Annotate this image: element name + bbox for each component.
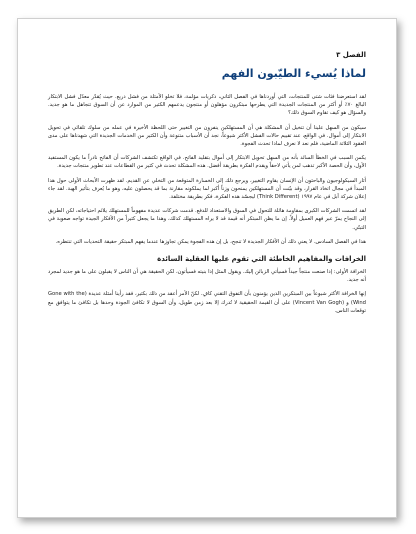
body-paragraph: لقد استعرضنا فئات شتى للمنتجات، التي أوردناها في الفصل الثاني، ذكريات مؤلمة، فلا تخلو الأمثلة من فشل ذريع. حيث يُقدّر معدّل فشل الابتكار البالغ ٧٠٪ أو أكثر من المنتجات الجديدة التي يطرحها مبتكرون مؤهلون أو منتجون يدعمهم الكثير من الموارد عن أن السوق تتجاهل ما هو جديد. والسؤال هو كيف تقاوم السوق ذلك؟ [48, 94, 366, 117]
chapter-label: الفصل ٣ [336, 51, 366, 59]
body-paragraph: لقد اتسمت الشركات الكبرى بمقاومة هائلة للتحول في السوق والاستعداد للدفع. قدمت شركات عديدة مفهوماً للمستهلك يلائم احتياجاته، لكن الطريق إلى النجاح يمرّ عبر فهم العميل أولاً. إن ما يظن المبتكر أنه قيمة قد لا يراه المستهلك كذلك، وهذا ما يجعل كثيراً من الأفكار الجيدة تواجه صعوبة في التبنّي. [48, 208, 366, 231]
body-paragraph: سيكون من السهل علينا أن تتخيل أن المشكلة هي أن المستهلكين ينفرون من التغيير حتى اللحظة الأخيرة في عمله من سلوك تلقائي في تحويل الابتكار إلى أموال. في الواقع، عند تقييم حالات الفشل الأكثر شيوعاً، نجد أن الأسباب متنوعة وأن الكثير من الخدمات الجديدة التي شهدناها على مدى العقود الثلاثة الماضية، فلم نعد لا نعرف لماذا تحدث الفجوة. [48, 124, 366, 148]
body-paragraph: هذا في الفصل السادس. لا يعني ذلك أن الأفكار الجديدة لا تنجح، بل إن هذه الفجوة يمكن تجاوزها عندما يفهم المبتكر حقيقة التحديات التي تنتظره. [55, 238, 366, 245]
section-heading: الخرافات والمفاهيم الخاطئة التي تقوم عليها العقلية السائدة [157, 255, 366, 264]
page-content [48, 51, 366, 321]
chapter-title: لماذا يُسيء الطيّبون الفهم [221, 67, 366, 80]
section-paragraph: إنها الخرافة الأكثر شيوعاً بين المبتكرين الذين يؤمنون بأن التفوق التقني كافٍ. لكنّ الأمر أعقد من ذلك بكثير، فقد رأينا أمثلة عديدة (Gone with the Wind) و (Vincent Van Gogh) على أن القيمة الحقيقية لا تُدرك إلا بعد زمن طويل، وأن السوق لا تكافئ الجودة وحدها بل تكافئ ما يتوافق مع توقعات الناس. [48, 291, 366, 314]
section-paragraph: الخرافة الأولى: إذا صنعت منتجاً جيداً فسيأتي الزبائن إليك. ويقول المثل إذا بنيته فسيأتون، لكن الحقيقة هي أن الناس لا يقبلون على ما هو جديد لمجرد أنه جديد. [48, 269, 366, 284]
document-page [17, 18, 397, 518]
body-paragraph: يكمن السبب في الخطأ السائد بأنه من السهل تحويل الابتكار إلى أموال بتقليد الفاتح. في الواقع تكتشف الشركات أن الفاتح نادراً ما يكون المستفيد الأول، وأن الحصة الأكبر تذهب لمن يأتي لاحقاً ويقدم الفكرة بطريقة أفضل. هذه المشكلة تحدث في كثير من القطاعات عند تطوير منتجات جديدة. [48, 155, 366, 170]
body-paragraph: أثار السيكولوجيون والباحثون أن الإنسان يقاوم التغيير، ويرجع ذلك إلى الخسارة المتوقعة من التخلي عن القديم. لقد ظهرت الأبحاث الأولى حول هذا المبدأ في مجال اتخاذ القرار، وقد بيّنت أن المستهلكين يمنحون وزناً أكبر لما يملكونه مقارنة بما قد يحصلون عليه، وهو ما يُعرف بتأثير الهبة. لقد جاء إعلان شركة آبل في عام ١٩٩٧ (Think Different) ليجسّد هذه الفكرة، فكر بطريقة مختلفة. [48, 177, 366, 201]
